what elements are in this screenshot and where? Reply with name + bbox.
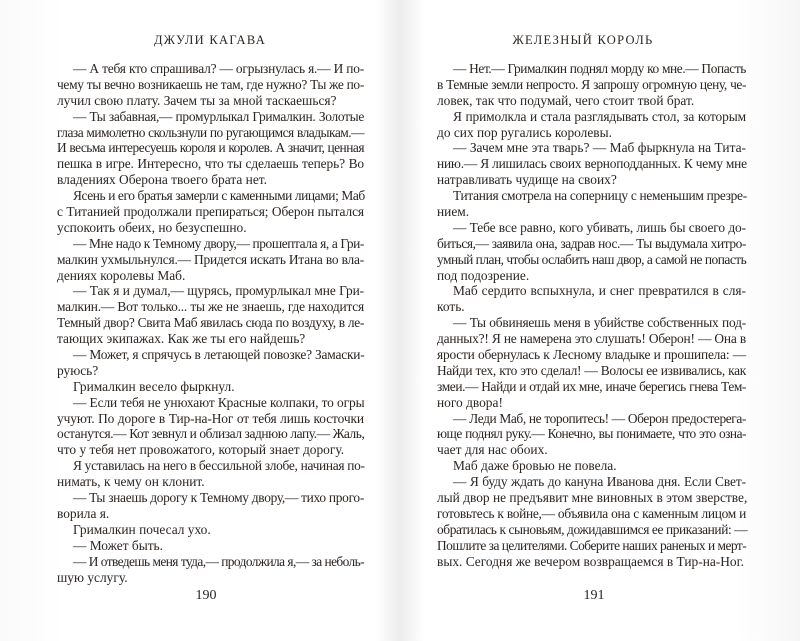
text-line: змеи.— Найди и отдай их мне, иначе берегись гнева Тем- bbox=[437, 378, 746, 394]
text-line: биться,— заявила она, задрав нос.— Ты выдумала хитро- bbox=[437, 235, 746, 251]
text-line: в Темные земли непросто. Я запрошу огромную цену, че- bbox=[437, 76, 746, 92]
text-line: владениях Оберона твоего брата нет. bbox=[57, 172, 267, 188]
paragraph bbox=[57, 490, 364, 522]
text-line: Темный двор? Свита Маб явилась сюда по воздуху, в ле- bbox=[57, 315, 365, 331]
paragraph bbox=[57, 538, 364, 554]
paragraph bbox=[437, 474, 746, 569]
text-line: нием. bbox=[437, 204, 470, 220]
text-line: готовьтесь к войне,— объявила она с каменным лицом и bbox=[437, 505, 746, 521]
text-line: — Так я и думал,— щурясь, промурлыкал мне Гри- bbox=[73, 283, 364, 299]
text-line: — Тебе все равно, кого убивать, лишь бы своего до- bbox=[453, 219, 746, 235]
text-line: Пошлите за целителями. Соберите наших раненых и мерт- bbox=[437, 537, 747, 553]
text-line: И весьма интересуешь короля и королев. А значит, ценная bbox=[57, 140, 364, 156]
paragraph bbox=[437, 458, 746, 474]
text-line: натравливать чудище на своих? bbox=[437, 172, 617, 188]
paragraph bbox=[437, 61, 746, 109]
paragraph bbox=[57, 188, 364, 236]
text-line: умный план, чтобы ослабить наш двор, а самой не попасть bbox=[437, 251, 747, 267]
text-line: нимать, к чему он клонит. bbox=[57, 474, 205, 490]
paragraph bbox=[437, 140, 746, 188]
paragraph bbox=[437, 411, 746, 459]
paragraph bbox=[57, 379, 364, 395]
text-line: глаза мимолетно скользнули по ругающимся владыкам.— bbox=[57, 124, 364, 140]
text-line: успокоить обеих, но безуспешно. bbox=[57, 219, 247, 235]
text-line: тающих экипажах. Как же ты его найдешь? bbox=[57, 331, 306, 347]
paragraph bbox=[437, 109, 746, 141]
text-line: Маб сердито вспыхнула, и снег превратился в сля- bbox=[453, 283, 746, 299]
page-number: 190 bbox=[195, 588, 217, 603]
text-line: — Я буду ждать до кануна Иванова дня. Если Свет- bbox=[453, 474, 746, 490]
paragraph bbox=[57, 61, 364, 109]
paragraph bbox=[437, 188, 746, 220]
text-line: ного двора! bbox=[437, 394, 503, 410]
text-line: лучил свою плату. Зачем ты за мной таскаешься? bbox=[57, 92, 337, 108]
text-line: ловек, так что подумай, чего стоит твой брат. bbox=[437, 92, 695, 108]
text-line: — Ты знаешь дорогу к Темному двору,— тихо прого- bbox=[73, 490, 364, 506]
paragraph bbox=[57, 554, 364, 586]
text-line: Грималкин почесал ухо. bbox=[73, 521, 211, 537]
text-line: останутся.— Кот зевнул и облизал заднюю лапу.— Жаль, bbox=[57, 426, 365, 442]
text-line: ярости обернулась к Лесному владыке и прошипела: — bbox=[437, 347, 746, 363]
paragraph bbox=[57, 395, 364, 459]
paragraph bbox=[57, 283, 364, 347]
text-line: дениях королевы Маб. bbox=[57, 267, 186, 283]
text-line: — Мне надо к Темному двору,— прошептала я, а Гри- bbox=[73, 235, 364, 251]
text-line: до сих пор ругались королевы. bbox=[437, 124, 612, 140]
text-line: Титания смотрела на соперницу с неменьшим презре- bbox=[453, 188, 747, 204]
text-line: — И отведешь меня туда,— продолжила я,— за неболь- bbox=[73, 553, 364, 569]
text-line: — Леди Маб, не торопитесь! — Оберон предостерега- bbox=[453, 410, 746, 426]
paragraph bbox=[437, 283, 746, 315]
text-line: Я уставилась на него в бессильной злобе, начиная по- bbox=[73, 458, 365, 474]
text-line: Я примолкла и стала разглядывать стол, за которым bbox=[453, 108, 746, 124]
text-line: ворила я. bbox=[57, 505, 110, 521]
paragraph bbox=[57, 522, 364, 538]
text-line: — Может быть. bbox=[73, 537, 164, 553]
paragraph bbox=[437, 220, 746, 284]
paragraph bbox=[57, 236, 364, 284]
text-line: пешка в игре. Интересно, что ты сделаешь теперь? Во bbox=[57, 156, 364, 172]
text-line: руюсь? bbox=[57, 362, 99, 378]
text-line: Грималкин весело фыркнул. bbox=[73, 378, 235, 394]
paragraph bbox=[57, 347, 364, 379]
paragraph bbox=[57, 109, 364, 188]
text-line: — Ты забавная,— промурлыкал Грималкин. Золотые bbox=[73, 108, 364, 124]
text-line: — А тебя кто спрашивал? — огрызнулась я.— И по- bbox=[73, 61, 364, 76]
right-page bbox=[400, 0, 800, 641]
text-line: — Может, я спрячусь в летающей повозке? Замаски- bbox=[73, 347, 365, 363]
paragraph bbox=[437, 315, 746, 410]
text-line: — Если тебя не унюхают Красные колпаки, то огры bbox=[73, 394, 365, 410]
text-line: — Нет.— Грималкин поднял морду ко мне.— Попасть bbox=[453, 61, 746, 76]
text-line: малкин ухмыльнулся.— Придется искать Итана во вла- bbox=[57, 251, 364, 267]
text-line: учуют. По дороге в Тир-на-Ног от тебя лишь косточки bbox=[57, 410, 364, 426]
text-line: шую услугу. bbox=[57, 569, 128, 585]
text-line: коть. bbox=[437, 299, 465, 315]
text-line: — Зачем мне эта тварь? — Маб фыркнула на Тита- bbox=[453, 140, 746, 156]
page-body-text bbox=[437, 61, 746, 570]
text-line: лый двор не предъявит мне виновных в этом зверстве, bbox=[437, 490, 748, 506]
text-line: вых. Сегодня же вечером возвращаемся в Тир-на-Ног. bbox=[437, 553, 744, 569]
text-line: Найди тех, кто это сделал! — Волосы ее извивались, как bbox=[437, 362, 746, 378]
text-line: Маб даже бровью не повела. bbox=[453, 458, 617, 474]
text-line: Ясень и его братья замерли с каменными лицами; Маб bbox=[73, 188, 365, 204]
text-line: данных?! Я не намерена это слушать! Оберон! — Она в bbox=[437, 331, 746, 347]
text-line: юще поднял руку.— Конечно, вы понимаете, что это озна- bbox=[437, 426, 746, 442]
paragraph bbox=[57, 458, 364, 490]
page-body-text bbox=[57, 61, 364, 585]
text-line: нию.— Я лишилась своих верноподданных. К чему мне bbox=[437, 156, 747, 172]
text-line: чему ты вечно возникаешь не там, где нужно? Ты же по- bbox=[57, 76, 364, 92]
text-line: чает для нас обоих. bbox=[437, 442, 548, 458]
text-line: обратилась к сыновьям, дожидавшимся ее приказаний: — bbox=[437, 521, 748, 537]
text-line: — Ты обвиняешь меня в убийстве собственных под- bbox=[453, 315, 746, 331]
text-line: что у тебя нет провожатого, который знает дорогу. bbox=[57, 442, 345, 458]
running-head-title: ЖЕЛЕЗНЫЙ КОРОЛЬ bbox=[512, 33, 654, 47]
text-line: под подозрение. bbox=[437, 267, 530, 283]
text-line: малкин.— Вот только... ты же не знаешь, где находится bbox=[57, 299, 364, 315]
text-line: с Титанией продолжали препираться; Оберон пытался bbox=[57, 204, 364, 220]
running-head-author: ДЖУЛИ КАГАВА bbox=[153, 33, 267, 47]
page-number: 191 bbox=[583, 588, 605, 603]
